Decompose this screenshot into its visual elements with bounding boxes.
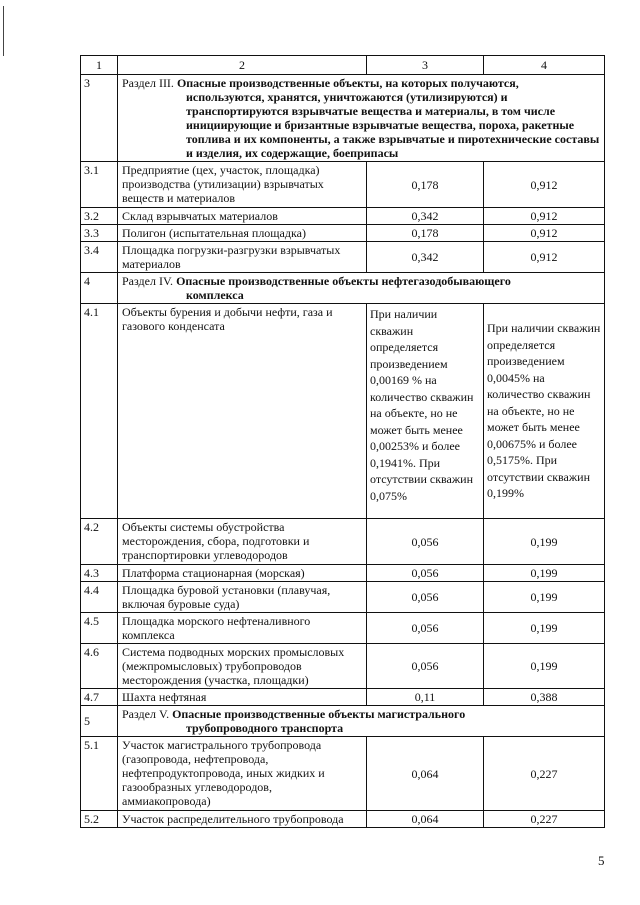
row-text: Площадка буровой установки (плавучая, включая буровые суда) (118, 582, 367, 613)
header-col-1: 1 (81, 56, 118, 75)
row-text: Объекты бурения и добычи нефти, газа и газового конденсата (118, 304, 367, 519)
row-code: 4.1 (81, 304, 118, 519)
section-prefix: Раздел IV. (122, 274, 177, 288)
table-row (81, 565, 605, 582)
row-value-3: 0,056 (367, 613, 484, 644)
row-value-4: 0,199 (484, 519, 605, 565)
section-title-rest: используются, хранятся, уничтожаются (утилизируются) и транспортируются взрывчатые вещества и материалы, в том числе инициирующие и бризантные взрывчатые вещества, пороха, ракетные топлива и их компоненты, а также взрывчатые и пиротехнические составы и изделия, их содержащие, боеприпасы (186, 90, 600, 160)
row-text: Площадка погрузки-разгрузки взрывчатых материалов (118, 242, 367, 273)
row-code: 4 (81, 273, 118, 304)
table-row (81, 689, 605, 706)
row-code: 4.3 (81, 565, 118, 582)
row-value-4: 0,199 (484, 613, 605, 644)
row-code: 3.4 (81, 242, 118, 273)
page-number: 5 (598, 853, 605, 868)
section-title-line1: Опасные производственные объекты нефтегазодобывающего (176, 274, 511, 288)
row-code: 5.2 (81, 811, 118, 828)
row-code: 5 (81, 706, 118, 737)
row-value-4: 0,912 (484, 208, 605, 225)
table-row (81, 811, 605, 828)
row-value-3: 0,11 (367, 689, 484, 706)
row-value-4: 0,388 (484, 689, 605, 706)
row-text: Участок магистрального трубопровода (газопровода, нефтепровода, нефтепродуктопровода, иных жидких и газообразных углеводородов, аммиакопровода) (118, 737, 367, 811)
row-code: 3.2 (81, 208, 118, 225)
row-value-3: 0,178 (367, 162, 484, 208)
section-row (81, 706, 605, 737)
row-value-3: 0,064 (367, 737, 484, 811)
row-text: Склад взрывчатых материалов (118, 208, 367, 225)
row-value-4: При наличии скважин определяется произведением 0,0045% на количество скважин на объекте, но не может быть менее 0,00675% и более 0,5175%. При отсутствии скважин 0,199% (484, 304, 605, 519)
row-value-3: 0,342 (367, 242, 484, 273)
row-value-4: 0,199 (484, 644, 605, 689)
header-col-2: 2 (118, 56, 367, 75)
table-row (81, 519, 605, 565)
row-value-3: При наличии скважин определяется произведением 0,00169 % на количество скважин на объекте, но не может быть менее 0,00253% и более 0,1941%. При отсутствии скважин 0,075% (367, 304, 484, 519)
table-row (81, 208, 605, 225)
rates-table (80, 55, 605, 828)
section-title (118, 706, 605, 737)
header-col-4: 4 (484, 56, 605, 75)
table-row (81, 737, 605, 811)
row-code: 4.4 (81, 582, 118, 613)
row-value-4: 0,912 (484, 242, 605, 273)
row-value-3: 0,056 (367, 565, 484, 582)
section-row (81, 75, 605, 162)
row-code: 3.3 (81, 225, 118, 242)
table-header-row (81, 56, 605, 75)
row-code: 5.1 (81, 737, 118, 811)
row-value-3: 0,056 (367, 644, 484, 689)
row-text: Площадка морского нефтеналивного комплекса (118, 613, 367, 644)
row-value-4: 0,227 (484, 737, 605, 811)
row-code: 4.6 (81, 644, 118, 689)
row-text: Шахта нефтяная (118, 689, 367, 706)
row-code: 3 (81, 75, 118, 162)
row-text: Участок распределительного трубопровода (118, 811, 367, 828)
row-value-4: 0,199 (484, 565, 605, 582)
section-title-line1: Опасные производственные объекты магистрального (172, 707, 466, 721)
row-value-3: 0,342 (367, 208, 484, 225)
row-value-4: 0,199 (484, 582, 605, 613)
row-text: Платформа стационарная (морская) (118, 565, 367, 582)
section-prefix: Раздел V. (122, 707, 173, 721)
table-row (81, 242, 605, 273)
table-row (81, 644, 605, 689)
row-code: 4.5 (81, 613, 118, 644)
row-value-4: 0,227 (484, 811, 605, 828)
header-col-3: 3 (367, 56, 484, 75)
row-value-4: 0,912 (484, 225, 605, 242)
section-title (118, 75, 605, 162)
row-code: 4.2 (81, 519, 118, 565)
section-prefix: Раздел III. (122, 76, 177, 90)
section-title-rest: комплекса (186, 288, 244, 302)
row-value-4: 0,912 (484, 162, 605, 208)
section-title-line1: Опасные производственные объекты, на которых получаются, (176, 76, 519, 90)
row-value-3: 0,178 (367, 225, 484, 242)
table-row (81, 582, 605, 613)
table-row (81, 225, 605, 242)
table-row (81, 162, 605, 208)
row-text: Полигон (испытательная площадка) (118, 225, 367, 242)
section-row (81, 273, 605, 304)
row-text: Предприятие (цех, участок, площадка) производства (утилизации) взрывчатых веществ и материалов (118, 162, 367, 208)
row-code: 4.7 (81, 689, 118, 706)
row-value-3: 0,056 (367, 582, 484, 613)
section-title (118, 273, 605, 304)
table-row (81, 613, 605, 644)
row-value-3: 0,064 (367, 811, 484, 828)
row-text: Система подводных морских промысловых (межпромысловых) трубопроводов месторождения (участка, площадки) (118, 644, 367, 689)
row-code: 3.1 (81, 162, 118, 208)
row-text: Объекты системы обустройства месторождения, сбора, подготовки и транспортировки углеводородов (118, 519, 367, 565)
section-title-rest: трубопроводного транспорта (186, 721, 344, 735)
row-value-3: 0,056 (367, 519, 484, 565)
table-row (81, 304, 605, 519)
margin-mark (3, 6, 6, 56)
